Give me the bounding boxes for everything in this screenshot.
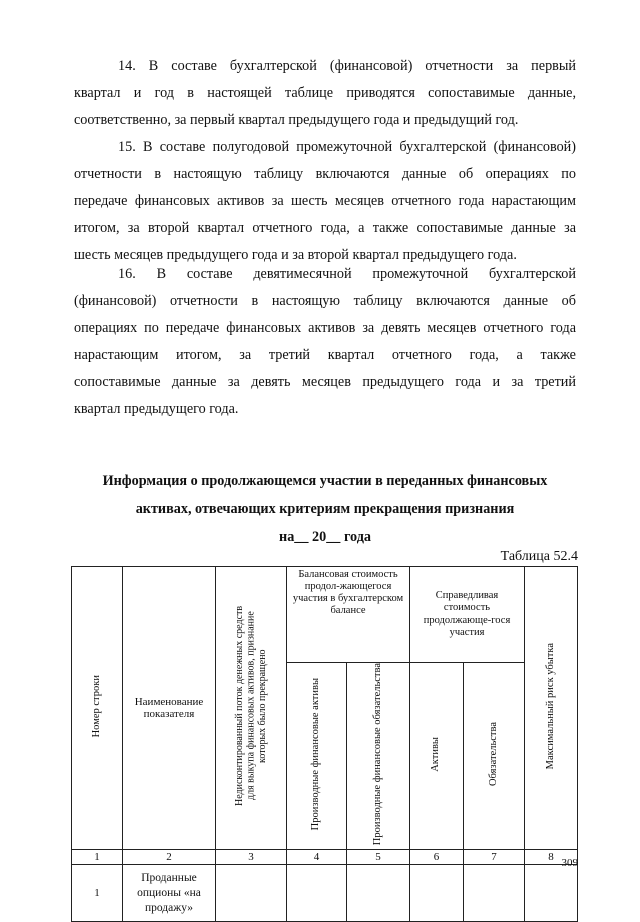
paragraph-line: отчетности в настоящую таблицу включаются данные об операциях по — [74, 166, 576, 182]
header-text: Обязательства — [487, 722, 499, 787]
paragraph-line: шесть месяцев предыдущего года и за второй квартал предыдущего года. — [74, 247, 517, 263]
header-assets — [410, 663, 464, 850]
header-text: Недисконтированный поток денежных средств для выкупа финансовых активов, признание которых было прекращено — [233, 606, 268, 807]
header-text: Балансовая стоимость продол-жающегося участия в бухгалтерском балансе — [292, 569, 404, 617]
value-cell — [525, 865, 578, 922]
value-cell — [287, 865, 347, 922]
column-number-row — [72, 850, 578, 865]
header-liabilities — [464, 663, 525, 850]
table-caption: Таблица 52.4 — [500, 549, 578, 564]
paragraph-line: итогом, за второй квартал отчетного года, а также сопоставимые данные за — [74, 220, 576, 236]
row-name-cell: Проданные опционы «на продажу» — [123, 865, 216, 922]
paragraph-16 — [74, 261, 576, 423]
heading-line-1: Информация о продолжающемся участии в переданных финансовых — [102, 473, 548, 489]
column-number: 7 — [464, 850, 525, 865]
page-number: 309 — [561, 857, 578, 869]
paragraph-line: передаче финансовых активов за шесть месяцев отчетного года нарастающим — [74, 193, 576, 209]
paragraph-line: сопоставимые данные за девять месяцев предыдущего года и за третий — [74, 374, 576, 390]
column-number: 4 — [287, 850, 347, 865]
heading-line-2: активах, отвечающих критериям прекращения признания — [135, 501, 515, 517]
data-table — [71, 566, 578, 922]
paragraph-line: 14. В составе бухгалтерской (финансовой) отчетности за первый — [118, 58, 576, 74]
column-number: 1 — [72, 850, 123, 865]
paragraph-line: соответственно, за первый квартал предыдущего года и предыдущий год. — [74, 112, 519, 128]
paragraph-15 — [74, 134, 576, 269]
header-text: Наименование показателя — [134, 695, 204, 721]
paragraph-line: квартал предыдущего года. — [74, 401, 239, 417]
value-cell — [410, 865, 464, 922]
header-text: Производные финансовые обязательства — [371, 663, 383, 846]
header-text: Производные финансовые активы — [310, 677, 322, 831]
header-balance-group — [287, 567, 410, 663]
column-number: 5 — [347, 850, 410, 865]
paragraph-line: нарастающим итогом, за третий квартал отчетного года, а также — [74, 347, 576, 363]
paragraph-line: 15. В составе полугодовой промежуточной бухгалтерской (финансовой) — [118, 139, 576, 155]
header-indicator-name — [123, 567, 216, 850]
section-heading — [74, 467, 576, 551]
column-number: 3 — [216, 850, 287, 865]
header-undiscounted-flow — [216, 567, 287, 850]
value-cell — [216, 865, 287, 922]
value-cell — [347, 865, 410, 922]
paragraph-14 — [74, 53, 576, 134]
header-text: Максимальный риск убытка — [544, 642, 556, 770]
header-text: Активы — [430, 736, 442, 772]
header-derivative-assets — [287, 663, 347, 850]
value-cell — [464, 865, 525, 922]
header-max-loss-risk — [525, 567, 578, 850]
column-number: 6 — [410, 850, 464, 865]
paragraph-line: (финансовой) отчетности в настоящую таблицу включаются данные об — [74, 293, 576, 309]
column-number: 2 — [123, 850, 216, 865]
header-derivative-liabilities — [347, 663, 410, 850]
paragraph-line: 16. В составе девятимесячной промежуточной бухгалтерской — [118, 266, 576, 282]
header-text: Номер строки — [90, 674, 102, 738]
header-row-number — [72, 567, 123, 850]
column-number: 8 — [525, 850, 578, 865]
header-text: Справедливая стоимость продолжающе-гося участия — [423, 590, 511, 638]
heading-date-line: на__ 20__ года — [279, 529, 371, 545]
row-number-cell: 1 — [72, 865, 123, 922]
table-row — [72, 865, 578, 922]
paragraph-line: операциях по передаче финансовых активов за девять месяцев отчетного года — [74, 320, 576, 336]
header-fair-value-group — [410, 567, 525, 663]
paragraph-line: квартал и год в настоящей таблице приводятся сопоставимые данные, — [74, 85, 576, 101]
